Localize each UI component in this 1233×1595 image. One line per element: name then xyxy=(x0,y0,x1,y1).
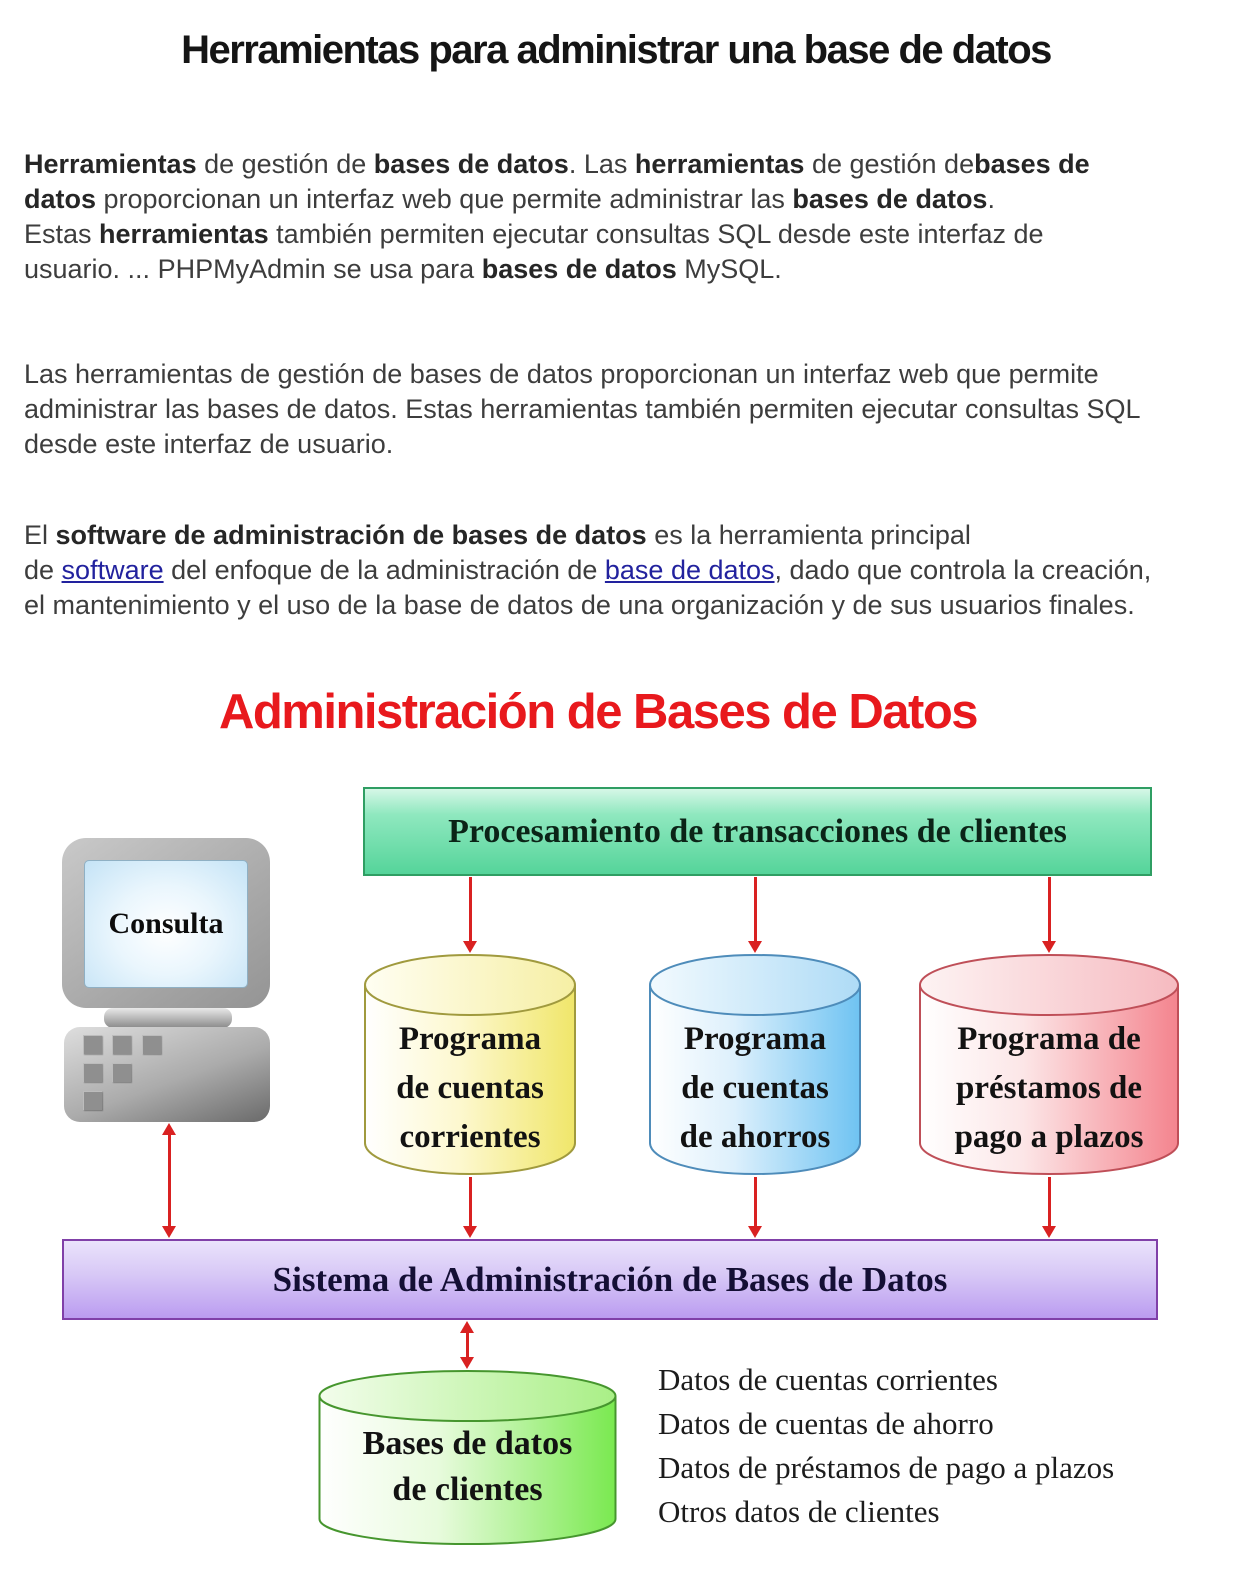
text-run: de gestión de xyxy=(196,149,374,179)
bold-text: herramientas xyxy=(99,219,269,249)
keyboard-base xyxy=(64,1027,270,1122)
text-run: también permiten ejecutar consultas SQL desde este interfaz de xyxy=(268,219,1044,249)
arrow-checking-to-dbms xyxy=(463,1177,477,1238)
key-icon xyxy=(83,1091,102,1110)
bold-text: bases de xyxy=(974,149,1090,179)
customer-data-list xyxy=(658,1358,1114,1534)
text-run: del enfoque de la administración de xyxy=(163,555,605,585)
list-item: Otros datos de clientes xyxy=(658,1494,940,1529)
list-item: Datos de cuentas corrientes xyxy=(658,1362,999,1397)
bold-text: herramientas xyxy=(634,149,805,179)
text-run: . Las xyxy=(568,149,635,179)
cylinder-customer-database xyxy=(317,1369,618,1546)
text-run: el mantenimiento y el uso de la base de datos de una organización y de sus usuarios finales. xyxy=(24,590,1135,620)
key-icon xyxy=(142,1035,161,1054)
text-run: El xyxy=(24,520,56,550)
text-run: . xyxy=(987,184,995,214)
list-item: Datos de cuentas de ahorro xyxy=(658,1406,994,1441)
arrow-dbms-to-database xyxy=(460,1321,474,1369)
text-run: es la herramienta principal xyxy=(646,520,971,550)
bold-text: bases de datos xyxy=(792,184,988,214)
page-title: Herramientas para administrar una base de datos xyxy=(181,28,1051,72)
text-run: desde este interfaz de usuario. xyxy=(24,429,394,459)
cylinder-label: Programa de préstamos de pago a plazos xyxy=(954,1021,1144,1155)
cylinder-label: Programa de cuentas corrientes xyxy=(396,1021,544,1155)
text-run: proporcionan un interfaz web que permite administrar las xyxy=(96,184,793,214)
monitor-stand xyxy=(104,1008,232,1028)
text-run: MySQL. xyxy=(676,254,782,284)
text-run: administrar las bases de datos. Estas herramientas también permiten ejecutar consultas SQL xyxy=(24,394,1141,424)
arrow-loans-to-dbms xyxy=(1042,1177,1056,1238)
cylinder-savings-program xyxy=(648,953,862,1177)
paragraph-software xyxy=(24,518,1224,623)
bold-text: Herramientas xyxy=(24,149,197,179)
dbms-box-label: Sistema de Administración de Bases de Datos xyxy=(272,1259,948,1299)
arrow-process-to-checking xyxy=(463,877,477,953)
bold-text: bases de datos xyxy=(373,149,569,179)
text-run: de gestión de xyxy=(804,149,975,179)
text-link[interactable]: base de datos xyxy=(604,555,775,585)
arrow-terminal-to-dbms xyxy=(162,1123,176,1238)
bold-text: software de administración de bases de datos xyxy=(55,520,647,550)
paragraph-intro xyxy=(24,147,1224,287)
paragraph-tools xyxy=(24,357,1224,462)
terminal-label: Consulta xyxy=(108,907,224,940)
key-icon xyxy=(83,1035,102,1054)
arrow-savings-to-dbms xyxy=(748,1177,762,1238)
text-run: Estas xyxy=(24,219,100,249)
key-icon xyxy=(112,1063,131,1082)
bold-text: bases de datos xyxy=(481,254,677,284)
text-run: Las herramientas de gestión de bases de datos proporcionan un interfaz web que permite xyxy=(24,359,1099,389)
list-item: Datos de préstamos de pago a plazos xyxy=(658,1450,1115,1485)
cylinder-loans-program xyxy=(918,953,1180,1177)
cylinder-label: Programa de cuentas de ahorros xyxy=(679,1021,831,1155)
arrow-process-to-savings xyxy=(748,877,762,953)
dbms-box xyxy=(62,1239,1158,1320)
cylinder-label: Bases de datos de clientes xyxy=(362,1425,573,1508)
key-icon xyxy=(112,1035,131,1054)
process-box xyxy=(363,787,1152,876)
text-run: usuario. ... PHPMyAdmin se usa para xyxy=(24,254,482,284)
key-icon xyxy=(83,1063,102,1082)
text-link[interactable]: software xyxy=(61,555,164,585)
cylinder-checking-program xyxy=(363,953,577,1177)
monitor-screen xyxy=(84,860,248,988)
process-box-label: Procesamiento de transacciones de clientes xyxy=(448,812,1067,850)
bold-text: datos xyxy=(24,184,97,214)
diagram-title: Administración de Bases de Datos xyxy=(218,685,977,739)
text-run: , dado que controla la creación, xyxy=(774,555,1152,585)
arrow-process-to-loans xyxy=(1042,877,1056,953)
text-run: de xyxy=(24,555,62,585)
